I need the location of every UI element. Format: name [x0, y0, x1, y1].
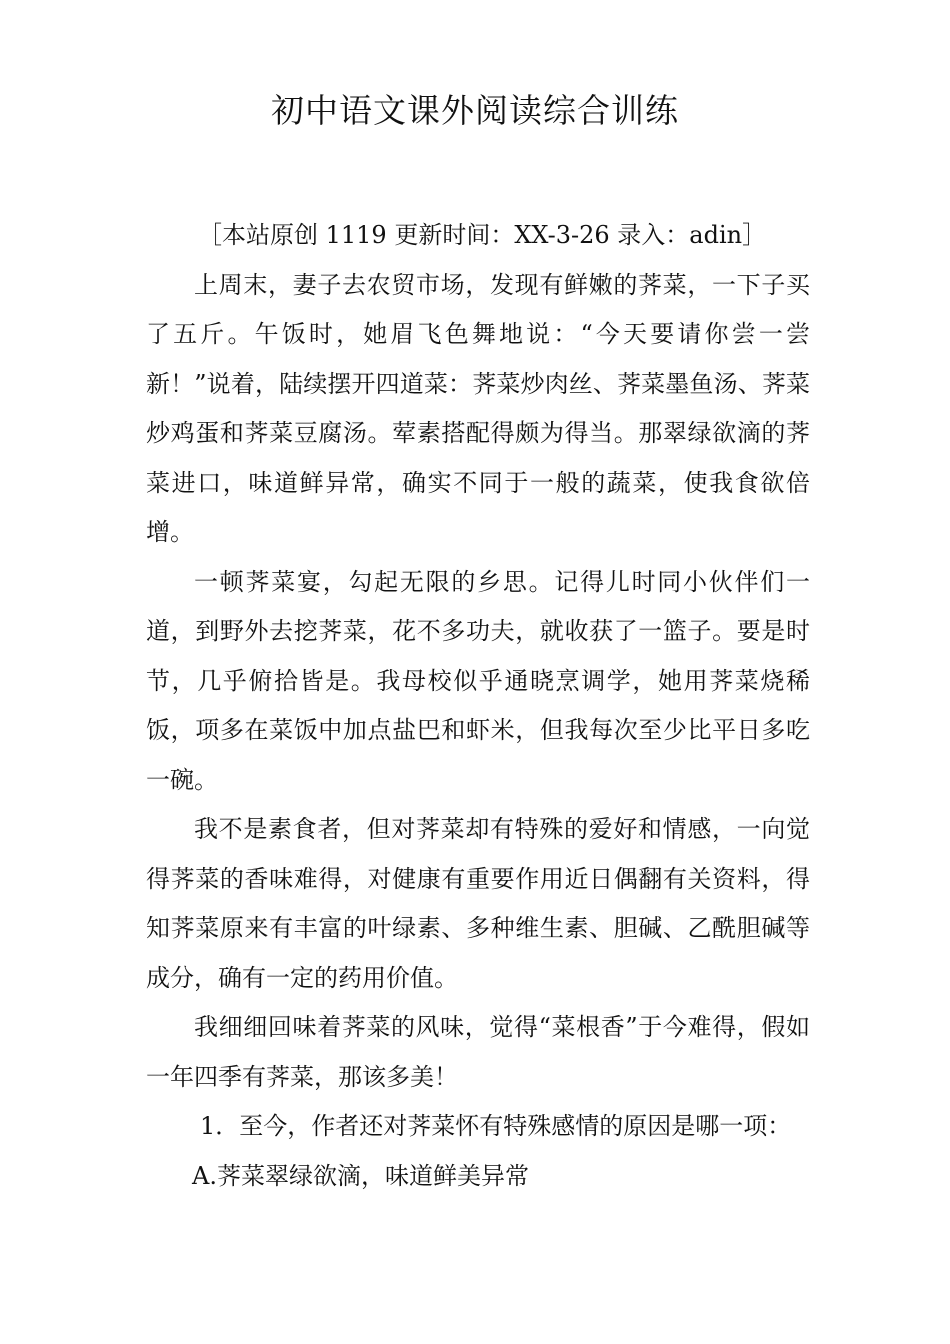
- paragraph-4: 我细细回味着荠菜的风味，觉得“菜根香”于今难得，假如一年四季有荠菜，那该多美！: [146, 1013, 810, 1091]
- paragraph-2: 一顿荠菜宴，勾起无限的乡思。记得儿时同小伙伴们一道，到野外去挖荠菜，花不多功夫，就收获了一篮子。要是时节，几乎俯拾皆是。我母校似乎通晓烹调学，她用荠菜烧稀饭，项多在菜饭中加点盐巴和虾米，但我每次至少比平日多吃一碗。: [146, 567, 810, 794]
- document-body: [146, 211, 810, 1201]
- question-1: 1．至今，作者还对荠菜怀有特殊感情的原因是哪一项：: [200, 1112, 792, 1140]
- meta-line: ［本站原创 1119 更新时间：XX-3-26 录入：adin］: [198, 221, 767, 249]
- paragraph-3: 我不是素食者，但对荠菜却有特殊的爱好和情感，一向觉得荠菜的香味难得，对健康有重要作用近日偶翻有关资料，得知荠菜原来有丰富的叶绿素、多种维生素、胆碱、乙酰胆碱等成分，确有一定的药用价值。: [146, 815, 810, 992]
- document-title: 初中语文课外阅读综合训练: [271, 91, 679, 130]
- paragraph-1: 上周末，妻子去农贸市场，发现有鲜嫩的荠菜，一下子买了五斤。午饭时，她眉飞色舞地说：“今天要请你尝一尝新！”说着，陆续摆开四道菜：荠菜炒肉丝、荠菜墨鱼汤、荠菜炒鸡蛋和荠菜豆腐汤。荤素搭配得颇为得当。那翠绿欲滴的荠菜进口，味道鲜异常，确实不同于一般的蔬菜，使我食欲倍增。: [146, 270, 810, 546]
- option-a: A.荠菜翠绿欲滴，味道鲜美异常: [192, 1161, 529, 1190]
